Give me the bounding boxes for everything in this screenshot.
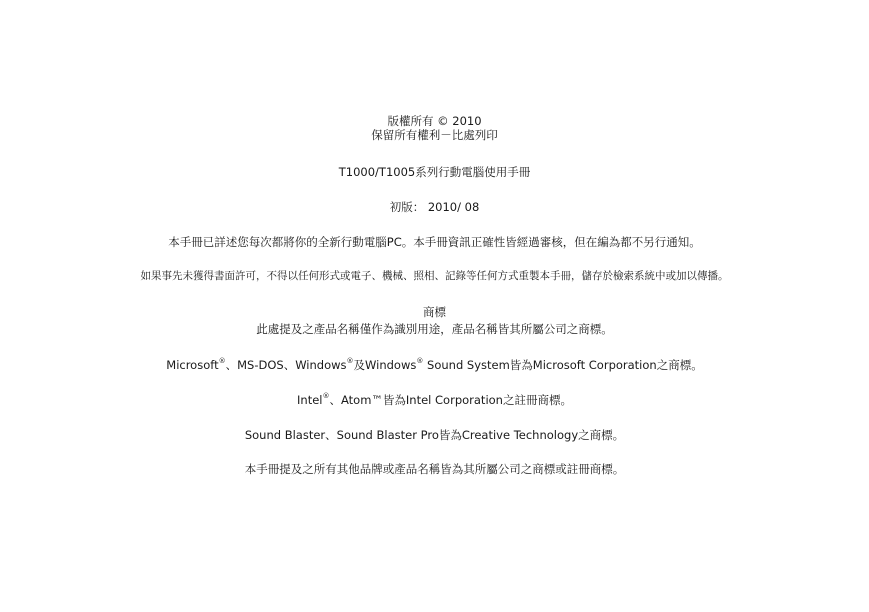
intro-paragraph: 本手冊已詳述您每次都將你的全新行動電腦PC。本手冊資訊正確性皆經過審核，但在編為都不另行通知。 xyxy=(168,235,701,249)
copyright-line: 版權所有 © 2010 xyxy=(387,114,482,128)
microsoft-trademark-line: Microsoft®、MS-DOS、Windows®及Windows® Sound System皆為Microsoft Corporation之商標。 xyxy=(166,357,703,372)
trademarks-note: 此處提及之產品名稱僅作為識別用途，產品名稱皆其所屬公司之商標。 xyxy=(256,322,613,336)
intel-trademark-line: Intel®、Atom™皆為Intel Corporation之註冊商標。 xyxy=(297,392,572,407)
other-trademarks-line: 本手冊提及之所有其他品牌或產品名稱皆為其所屬公司之商標或註冊商標。 xyxy=(244,462,625,476)
manual-title: T1000/T1005系列行動電腦使用手冊 xyxy=(338,165,531,179)
trademarks-heading: 商標 xyxy=(423,305,446,319)
reproduction-notice: 如果事先未獲得書面許可，不得以任何形式或電子、機械、照相、記錄等任何方式重製本手冊，儲存於檢索系統中或加以傳播。 xyxy=(140,270,729,282)
rights-reserved-line: 保留所有權利－比處列印 xyxy=(371,128,498,142)
edition-line: 初版： 2010/ 08 xyxy=(389,200,480,214)
creative-trademark-line: Sound Blaster、Sound Blaster Pro皆為Creative Technology之商標。 xyxy=(244,428,625,442)
